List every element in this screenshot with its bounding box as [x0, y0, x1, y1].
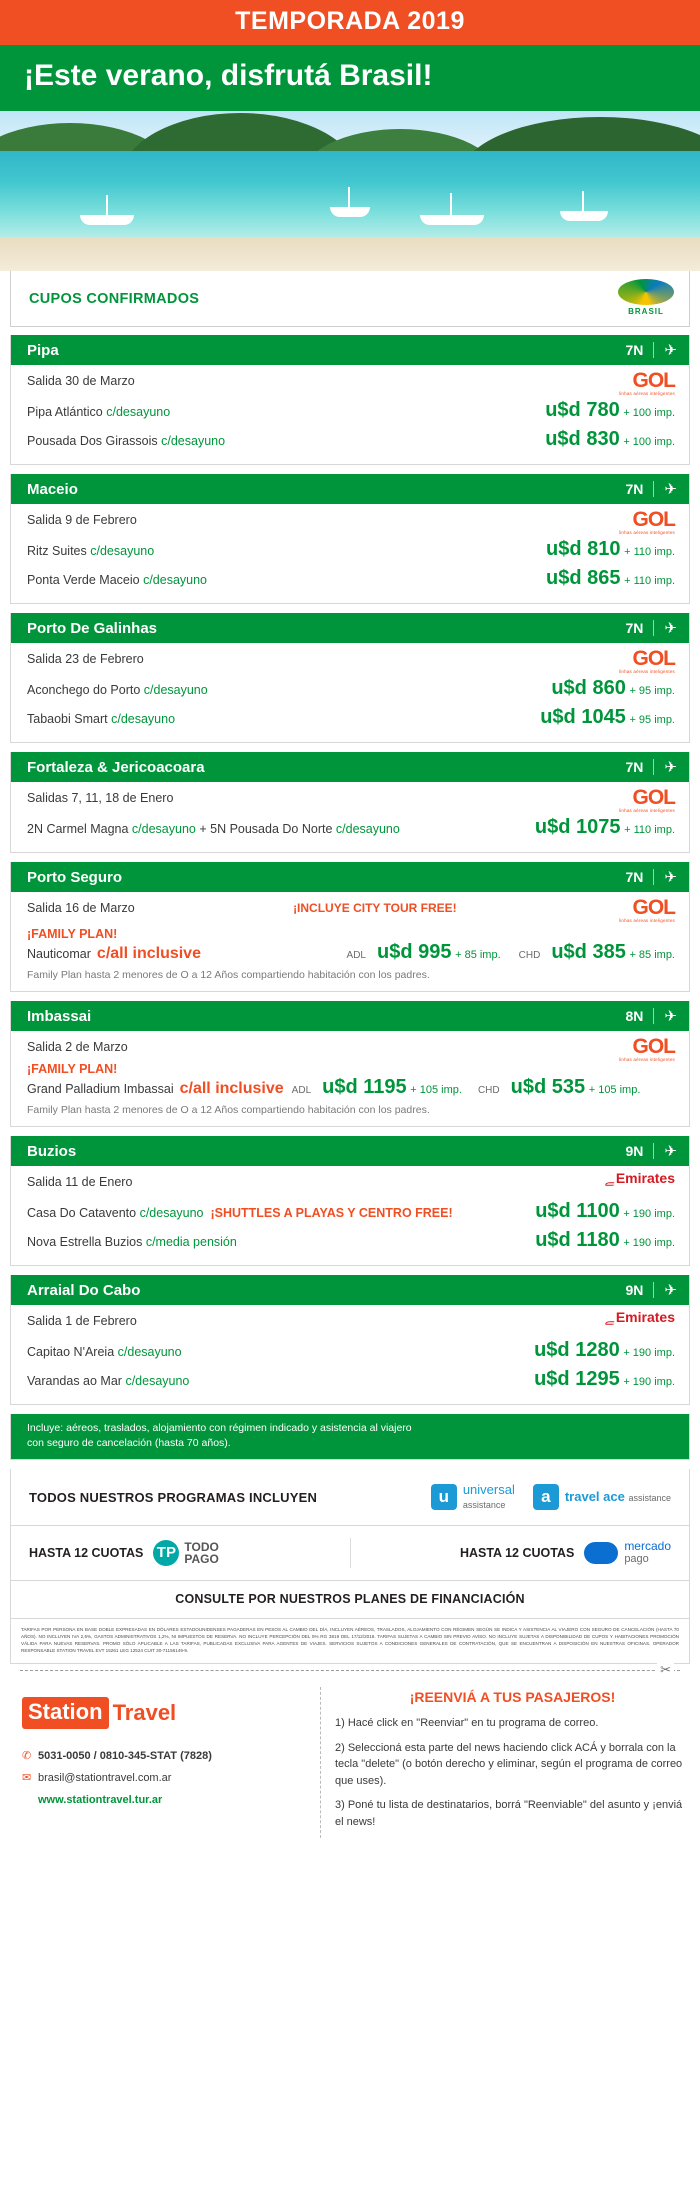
divider [653, 1143, 654, 1159]
destination-name: Fortaleza & Jericoacoara [27, 758, 205, 776]
brasil-logo [617, 279, 675, 319]
travel-ace-icon: a [533, 1484, 559, 1510]
hotel-regimen: c/desayuno [117, 1345, 182, 1359]
family-plan-price-row [27, 1076, 675, 1099]
destination-nights: 7N [625, 481, 644, 497]
hero-boat-mast [582, 191, 584, 213]
hotel-taxes: + 110 imp. [624, 546, 675, 558]
mercadopago-sub: pago [624, 1553, 649, 1566]
departure-date: Salida 9 de Febrero [27, 513, 137, 527]
hotel-taxes: + 110 imp. [624, 575, 675, 587]
adl-price: u$d 1195 [322, 1076, 407, 1098]
universal-assistance-icon: u [431, 1484, 457, 1510]
hotel-taxes: + 100 imp. [623, 407, 675, 419]
hotel-row [27, 425, 675, 454]
airline-name: GOL [632, 1035, 675, 1058]
hotel-regimen: c/desayuno [161, 434, 226, 448]
destination-nights: 9N [625, 1143, 644, 1159]
airline-sub: linhas aéreas inteligentes [619, 918, 675, 923]
airline-sub: linhas aéreas inteligentes [619, 808, 675, 813]
airline-sub: linhas aéreas inteligentes [619, 669, 675, 674]
hotel-name: Tabaobi Smart [27, 712, 108, 726]
travel-ace-sub: assistance [628, 1493, 671, 1504]
adl-price: u$d 995 [376, 941, 452, 963]
hotel-row [27, 535, 675, 564]
airline-logo-gol [619, 508, 675, 535]
destination-header [11, 862, 689, 892]
adl-tag: ADL [291, 1085, 312, 1096]
hotel-price: u$d 860 [551, 677, 626, 699]
hero-boat [420, 215, 484, 225]
hotel-price: u$d 1045 [540, 706, 626, 728]
departure-date: Salida 11 de Enero [27, 1175, 133, 1189]
divider [653, 620, 654, 636]
hotel-price: u$d 1280 [534, 1339, 620, 1361]
mercadopago-icon [584, 1542, 618, 1564]
hotel-name: Ritz Suites [27, 544, 87, 558]
season-banner [0, 0, 700, 45]
hotel-taxes: + 190 imp. [623, 1208, 675, 1220]
headline-text: ¡Este verano, disfrutá Brasil! [24, 59, 433, 92]
departure-date: Salidas 7, 11, 18 de Enero [27, 791, 174, 805]
travel-ace-name: travel ace [564, 1489, 625, 1505]
hotel-row [27, 396, 675, 425]
destination-nights: 7N [625, 869, 644, 885]
destination-block-pipa [10, 335, 690, 465]
hotel-row [27, 1197, 675, 1226]
financing-note: CONSULTE POR NUESTROS PLANES DE FINANCIACIÓN [10, 1581, 690, 1619]
destination-name: Maceio [27, 480, 78, 498]
airline-name: GOL [632, 786, 675, 809]
hotel-row [27, 703, 675, 732]
hotel-note: ¡SHUTTLES A PLAYAS Y CENTRO FREE! [210, 1206, 453, 1220]
family-plan-label: ¡FAMILY PLAN! [27, 1062, 118, 1076]
emirates-script-icon: ﮯ [604, 1310, 614, 1325]
hotel-name: Nauticomar [27, 947, 91, 961]
travel-ace-logo [533, 1484, 671, 1510]
hotel-regimen: c/desayuno [131, 822, 196, 836]
hotel-name: Casa Do Catavento [27, 1206, 137, 1220]
chd-taxes: + 85 imp. [629, 949, 675, 961]
forward-step-3: 3) Poné tu lista de destinatarios, borrá "Reenviable" del asunto y ¡enviá el news! [335, 1799, 683, 1828]
hero-boat [80, 215, 134, 225]
destination-name: Porto De Galinhas [27, 619, 158, 637]
divider [653, 869, 654, 885]
family-plan-fineprint: Family Plan hasta 2 menores de O a 12 Años compartiendo habitación con los padres. [27, 969, 430, 981]
airline-logo-gol [619, 896, 675, 923]
hotel-taxes: + 110 imp. [624, 824, 675, 836]
email-address[interactable]: brasil@stationtravel.com.ar [38, 1772, 172, 1785]
hotel-row [27, 1365, 675, 1394]
airplane-icon: ✈ [664, 1143, 677, 1160]
includes-box [10, 1414, 690, 1460]
mercadopago-logo [584, 1540, 671, 1566]
footer [0, 1671, 700, 1856]
adl-tag: ADL [346, 950, 366, 961]
station-travel-name: Travel [112, 1700, 177, 1726]
cupos-confirmados-bar [10, 271, 690, 327]
cupos-label: CUPOS CONFIRMADOS [29, 290, 200, 307]
forward-title: ¡REENVIÁ A TUS PASAJEROS! [409, 1689, 616, 1706]
airline-logo-emirates [605, 1309, 675, 1327]
chd-tag: CHD [477, 1085, 500, 1096]
airplane-icon: ✈ [664, 869, 677, 886]
website-url[interactable]: www.stationtravel.tur.ar [38, 1794, 163, 1807]
destination-header [11, 1275, 689, 1305]
family-plan-fineprint: Family Plan hasta 2 menores de O a 12 Años compartiendo habitación con los padres. [27, 1104, 430, 1116]
hero-boat-mast [106, 195, 108, 217]
destination-block-maceio [10, 474, 690, 604]
hotel-row [27, 813, 675, 842]
hotel-taxes: + 100 imp. [623, 436, 675, 448]
hotel-price: u$d 830 [545, 428, 620, 450]
divider [653, 759, 654, 775]
hotel-name: 2N Carmel Magna [27, 822, 129, 836]
legal-terms: TARIFAS POR PERSONA EN BASE DOBLE EXPRESADAS EN DÓLARES ESTADOUNIDENSES PAGADERAS EN PESOS AL CAMBIO DEL DÍA, INCLUYEN AÉREOS, TRASLADOS, ALOJAMIENTO CON RÉGIMEN SEGÚN SE INDICA Y ASISTENCIA AL VIAJERO CON SEGURO DE CANCELACIÓN (HASTA 70 AÑOS). NO INCLUYEN IVA 2,5%, GASTOS ADMINISTRATIVOS 1,2%, NI IMPUESTOS DE RESERVA. NO INCLUYE PERCEPCIÓN DEL 5% RG 3819 DEL 17/12/2016. TARIFAS SUJETAS A CAMBIO SIN PREVIO AVISO. NO INCLUYE SUJETAS A DISPONIBILIDAD DE CUPOS Y HABITACIONES PROMOCIÓN VÁLIDA PARA NUEVAS RESERVAS. PROMO SÓLO APLICABLE A LAS TARIFAS, PUBLICADAS EXCLUSIVA PARA AGENTES DE VIAJES. SERVICIOS SUJETOS A CONDICIONES GENERALES DE CONTRATACIÓN, QUE SE ENCUENTRAN A DISPOSICIÓN EN NUESTRAS OFICINAS. OPERADOR RESPONSABLE STATION TRAVEL EVT 15261 LEG 12524 CUIT 30-71156149-9. [10, 1619, 690, 1664]
hotel-taxes: + 190 imp. [623, 1347, 675, 1359]
hotel-name: Nova Estrella Buzios [27, 1235, 143, 1249]
divider [350, 1538, 351, 1568]
destination-header [11, 1001, 689, 1031]
airline-sub: linhas aéreas inteligentes [619, 530, 675, 535]
airline-name: GOL [632, 896, 675, 919]
departure-date: Salida 2 de Marzo [27, 1040, 128, 1054]
hotel-price: u$d 1295 [534, 1368, 620, 1390]
email-line[interactable] [22, 1767, 310, 1789]
divider [653, 342, 654, 358]
phone-icon: ✆ [22, 1750, 32, 1763]
destination-nights: 9N [625, 1282, 644, 1298]
airline-logo-gol [619, 1035, 675, 1062]
station-travel-logo[interactable] [22, 1697, 310, 1729]
airplane-icon: ✈ [664, 481, 677, 498]
destination-name: Pipa [27, 341, 59, 359]
hotel-price: u$d 1100 [535, 1200, 620, 1222]
destination-nights: 8N [625, 1008, 644, 1024]
airline-logo-emirates [605, 1170, 675, 1188]
hotel-taxes: + 95 imp. [629, 714, 675, 726]
brasil-logo-text: BRASIL [628, 307, 664, 316]
universal-assistance-sub: assistance [462, 1500, 506, 1511]
hotel-regimen: c/desayuno [90, 544, 155, 558]
mail-icon: ✉ [22, 1772, 32, 1785]
hotel-name: Capitao N'Areia [27, 1345, 115, 1359]
hotel-name: Ponta Verde Maceio [27, 573, 140, 587]
cut-line [20, 1662, 680, 1678]
destination-name: Arraial Do Cabo [27, 1281, 141, 1299]
hotel-regimen: c/desayuno [139, 1206, 204, 1220]
chd-price: u$d 385 [551, 941, 626, 963]
hotel-regimen: c/desayuno [125, 1374, 190, 1388]
hotel-regimen: c/desayuno [143, 573, 207, 587]
chd-tag: CHD [518, 950, 541, 961]
hotel-name: Grand Palladium Imbassai [27, 1082, 174, 1096]
todopago-line-2: PAGO [184, 1551, 219, 1566]
hero-boat [330, 207, 370, 217]
airline-logo-gol [619, 369, 675, 396]
hotel-regimen: c/desayuno [143, 683, 208, 697]
destination-block-arraial-do-cabo [10, 1275, 690, 1405]
airplane-icon: ✈ [664, 342, 677, 359]
destination-header [11, 335, 689, 365]
hotel-name: Pousada Dos Girassois [27, 434, 158, 448]
hotel-price: u$d 1075 [534, 816, 621, 838]
installments-bar [10, 1526, 690, 1581]
hotel-row [27, 674, 675, 703]
airline-name: GOL [632, 647, 675, 670]
hero-sand [0, 237, 700, 271]
divider [653, 1282, 654, 1298]
todopago-line-1: TODO [184, 1539, 219, 1554]
destination-block-imbassai [10, 1001, 690, 1127]
todopago-installments-label: HASTA 12 CUOTAS [29, 1545, 144, 1560]
destination-header [11, 613, 689, 643]
airplane-icon: ✈ [664, 1282, 677, 1299]
destination-block-porto-seguro [10, 862, 690, 992]
hero-boat [560, 211, 608, 221]
destination-nights: 7N [625, 759, 644, 775]
destination-block-fortaleza-jericoacoara [10, 752, 690, 853]
includes-line-1: Incluye: aéreos, traslados, alojamiento con régimen indicado y asistencia al viajero [27, 1422, 412, 1434]
promo-city-tour: ¡INCLUYE CITY TOUR FREE! [293, 901, 457, 915]
airline-logo-gol [619, 647, 675, 674]
hotel-row [27, 564, 675, 593]
chd-taxes: + 105 imp. [588, 1084, 641, 1096]
departure-date: Salida 1 de Febrero [27, 1314, 137, 1328]
adl-taxes: + 85 imp. [455, 949, 501, 961]
station-travel-mark: Station [22, 1697, 109, 1729]
hotel-price: u$d 780 [545, 399, 620, 421]
destination-header [11, 752, 689, 782]
departure-date: Salida 23 de Febrero [27, 652, 144, 666]
hero-sea [0, 151, 700, 241]
hero-boat-mast [450, 193, 452, 217]
destination-nights: 7N [625, 620, 644, 636]
airplane-icon: ✈ [664, 620, 677, 637]
airline-name: GOL [632, 369, 675, 392]
headline-banner [0, 45, 700, 111]
scissors-icon: ✂ [657, 1662, 674, 1678]
hotel-taxes: + 190 imp. [623, 1376, 675, 1388]
hotel-regimen-2: c/desayuno [335, 822, 400, 836]
hotel-regimen: c/desayuno [111, 712, 176, 726]
airline-sub: linhas aéreas inteligentes [619, 1057, 675, 1062]
airline-name: Emirates [615, 1309, 675, 1325]
season-label: TEMPORADA 2019 [235, 7, 465, 35]
includes-line-2: con seguro de cancelación (hasta 70 años). [27, 1437, 231, 1450]
hotel-price: u$d 865 [546, 567, 621, 589]
airline-name: Emirates [615, 1170, 675, 1186]
destination-name: Porto Seguro [27, 868, 123, 886]
hotel-name: Varandas ao Mar [27, 1374, 122, 1388]
universal-assistance-logo [431, 1483, 515, 1510]
destination-nights: 7N [625, 342, 644, 358]
todopago-icon: TP [153, 1540, 179, 1566]
hero-boat-mast [348, 187, 350, 209]
family-plan-price-row [27, 941, 675, 964]
hero-image [0, 111, 700, 271]
website-line[interactable] [22, 1789, 310, 1811]
airline-name: GOL [632, 508, 675, 531]
hotel-regimen: c/desayuno [106, 405, 171, 419]
destination-header [11, 474, 689, 504]
programs-title: TODOS NUESTROS PROGRAMAS INCLUYEN [29, 1489, 318, 1505]
hotel-price: u$d 1180 [535, 1229, 620, 1251]
hotel-name-2: + 5N Pousada Do Norte [199, 822, 333, 836]
forward-step-2: 2) Seleccioná esta parte del news haciendo click ACÁ y borrala con la tecla "delete" (o botón derecho y eliminar, según el programa de correo que uses). [335, 1741, 683, 1787]
hotel-taxes: + 95 imp. [629, 685, 675, 697]
brasil-blob-icon [618, 279, 674, 305]
departure-date: Salida 16 de Marzo [27, 901, 135, 915]
hotel-regimen: c/all inclusive [179, 1080, 284, 1097]
hotel-price: u$d 810 [546, 538, 621, 560]
forward-step-1: 1) Hacé click en "Reenviar" en tu programa de correo. [335, 1717, 599, 1730]
universal-assistance-name: universal [462, 1482, 515, 1498]
departure-date: Salida 30 de Marzo [27, 374, 135, 388]
programs-include-bar [10, 1469, 690, 1525]
airplane-icon: ✈ [664, 759, 677, 776]
hotel-row [27, 1226, 675, 1255]
airline-logo-gol [619, 786, 675, 813]
hotel-regimen: c/media pensión [145, 1235, 237, 1249]
destination-block-porto-de-galinhas [10, 613, 690, 743]
hotel-name: Aconchego do Porto [27, 683, 141, 697]
destination-header [11, 1136, 689, 1166]
phone-line [22, 1745, 310, 1767]
todopago-logo [153, 1540, 218, 1566]
mercadopago-installments-label: HASTA 12 CUOTAS [459, 1545, 575, 1560]
phone-number: 5031-0050 / 0810-345-STAT (7828) [38, 1750, 212, 1763]
mercadopago-name: mercado [624, 1538, 671, 1553]
airline-sub: linhas aéreas inteligentes [619, 391, 675, 396]
divider [653, 481, 654, 497]
divider [653, 1008, 654, 1024]
destination-name: Buzios [27, 1142, 77, 1160]
hotel-row [27, 1336, 675, 1365]
hotel-regimen: c/all inclusive [96, 945, 201, 962]
family-plan-label: ¡FAMILY PLAN! [27, 927, 118, 941]
hotel-name: Pipa Atlántico [27, 405, 103, 419]
destination-name: Imbassai [27, 1007, 92, 1025]
airplane-icon: ✈ [664, 1008, 677, 1025]
adl-taxes: + 105 imp. [410, 1084, 462, 1096]
destination-block-buzios [10, 1136, 690, 1266]
emirates-script-icon: ﮯ [604, 1171, 614, 1186]
hotel-taxes: + 190 imp. [623, 1237, 675, 1249]
chd-price: u$d 535 [510, 1076, 586, 1098]
